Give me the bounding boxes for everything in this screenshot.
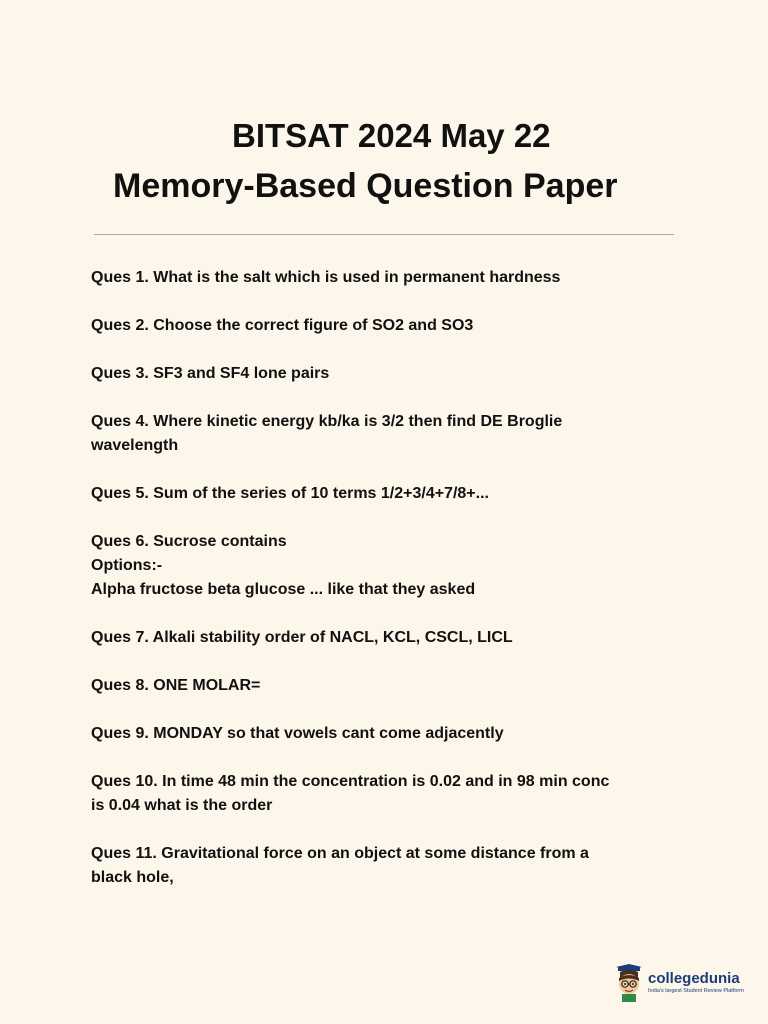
question-text-line: Ques 3. SF3 and SF4 lone pairs	[91, 365, 330, 382]
question-text-line: Ques 6. Sucrose contains	[91, 533, 287, 550]
question-item	[91, 674, 681, 698]
collegedunia-logo	[614, 962, 744, 1004]
question-item	[91, 482, 681, 506]
logo-tagline: India's largest Student Review Platform	[648, 988, 744, 994]
question-item	[91, 770, 681, 818]
question-item	[91, 530, 681, 602]
question-text-line: black hole,	[91, 869, 174, 886]
question-item	[91, 842, 681, 890]
title-divider	[94, 234, 674, 235]
question-list	[91, 266, 681, 914]
question-item	[91, 410, 681, 458]
question-text-line: Ques 8. ONE MOLAR=	[91, 677, 261, 694]
question-text-line: is 0.04 what is the order	[91, 797, 273, 814]
question-text-line: wavelength	[91, 437, 179, 454]
question-text-line: Ques 9. MONDAY so that vowels cant come adjacently	[91, 725, 504, 742]
question-text-line: Ques 11. Gravitational force on an object at some distance from a	[91, 845, 589, 862]
question-item	[91, 722, 681, 746]
question-item	[91, 362, 681, 386]
question-text-line: Ques 7. Alkali stability order of NACL, KCL, CSCL, LICL	[91, 629, 513, 646]
question-text-line: Ques 5. Sum of the series of 10 terms 1/2+3/4+7/8+...	[91, 485, 489, 502]
question-text-line: Ques 10. In time 48 min the concentration is 0.02 and in 98 min conc	[91, 773, 610, 790]
question-item	[91, 626, 681, 650]
student-mascot-icon	[614, 964, 644, 1002]
question-text-line: Ques 4. Where kinetic energy kb/ka is 3/2 then find DE Broglie	[91, 413, 563, 430]
question-text-line: Ques 2. Choose the correct figure of SO2 and SO3	[91, 317, 474, 334]
question-text-line: Ques 1. What is the salt which is used in permanent hardness	[91, 269, 561, 286]
question-item	[91, 266, 681, 290]
question-item	[91, 314, 681, 338]
logo-name: collegedunia	[648, 970, 740, 987]
question-text-line: Alpha fructose beta glucose ... like that they asked	[91, 581, 476, 598]
document-title-line-2: Memory-Based Question Paper	[113, 167, 618, 205]
document-title-line-1: BITSAT 2024 May 22	[232, 117, 551, 154]
question-text-line: Options:-	[91, 557, 163, 574]
